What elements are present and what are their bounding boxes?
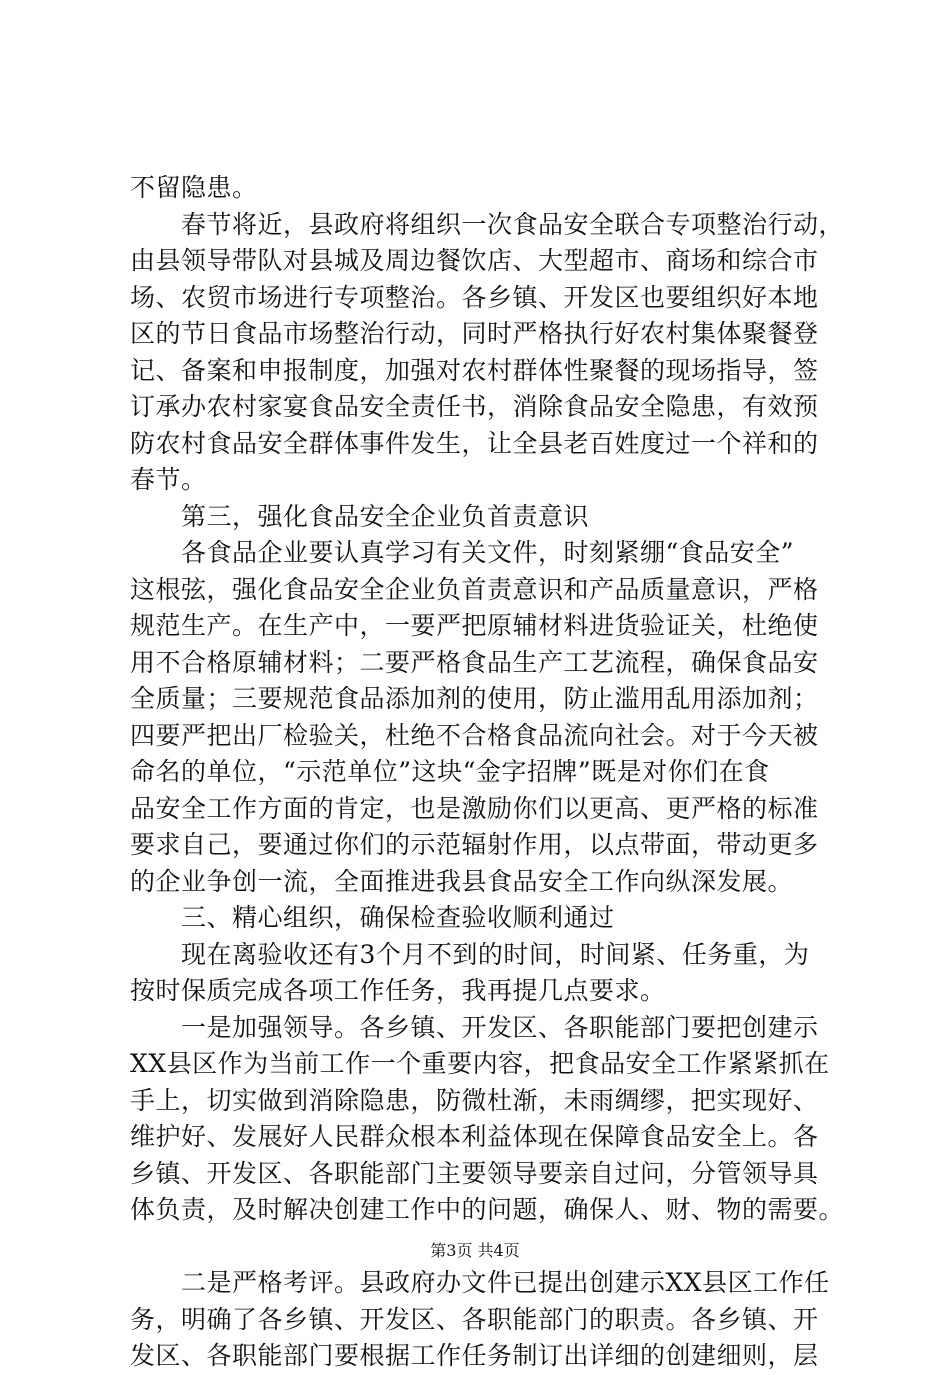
text-line: 防农村食品安全群体事件发生，让全县老百姓度过一个祥和的	[130, 428, 819, 458]
text-line: 二是严格考评。县政府办文件已提出创建示XX县区工作任	[130, 1268, 830, 1297]
text-line: 春节。	[130, 465, 207, 494]
text-line: 维护好、发展好人民群众根本利益体现在保障食品安全上。各	[130, 1122, 819, 1151]
text-line: 春节将近，县政府将组织一次食品安全联合专项整治行动，	[130, 209, 845, 239]
text-line: 品安全工作方面的肯定，也是激励你们以更高、更严格的标准	[130, 793, 819, 823]
text-line: 务，明确了各乡镇、开发区、各职能部门的职责。各乡镇、开	[130, 1304, 819, 1334]
text-line: 的企业争创一流，全面推进我县食品安全工作向纵深发展。	[130, 866, 794, 896]
text-line: 区的节日食品市场整治行动，同时严格执行好农村集体聚餐登	[130, 319, 819, 348]
text-line: 按时保质完成各项工作任务，我再提几点要求。	[130, 976, 666, 1005]
text-line: 一是加强领导。各乡镇、开发区、各职能部门要把创建示	[130, 1012, 819, 1042]
text-line: 手上，切实做到消除隐患，防微杜渐，未雨绸缪，把实现好、	[130, 1085, 819, 1115]
text-line: 四要严把出厂检验关，杜绝不合格食品流向社会。对于今天被	[130, 720, 819, 750]
document-body	[130, 170, 845, 1375]
text-line: 全质量；三要规范食品添加剂的使用，防止滥用乱用添加剂；	[130, 684, 819, 713]
text-line: 要求自己，要通过你们的示范辐射作用，以点带面，带动更多	[130, 830, 819, 859]
text-line: 现在离验收还有3个月不到的时间，时间紧、任务重，为	[130, 939, 810, 969]
text-line: 乡镇、开发区、各职能部门主要领导要亲自过问，分管领导具	[130, 1158, 819, 1188]
text-line: XX县区作为当前工作一个重要内容，把食品安全工作紧紧抓在	[130, 1049, 830, 1078]
text-line: 不留隐患。	[130, 173, 258, 202]
text-line: 规范生产。在生产中，一要严把原辅材料进货验证关，杜绝使	[130, 611, 819, 640]
text-line: 发区、各职能部门要根据工作任务制订出详细的创建细则，层	[130, 1341, 819, 1370]
text-line: 三、精心组织，确保检查验收顺利通过	[130, 903, 615, 932]
text-line: 记、备案和申报制度，加强对农村群体性聚餐的现场指导，签	[130, 355, 819, 385]
text-line: 这根弦，强化食品安全企业负首责意识和产品质量意识，严格	[130, 574, 819, 604]
text-line: 命名的单位，“示范单位”这块“金字招牌”既是对你们在食	[130, 757, 770, 786]
text-line: 由县领导带队对县城及周边餐饮店、大型超市、商场和综合市	[130, 246, 819, 275]
text-line: 体负责，及时解决创建工作中的问题，确保人、财、物的需要。	[130, 1195, 845, 1224]
page-number-label: 第3页 共4页	[430, 1241, 520, 1260]
text-line: 第三，强化食品安全企业负首责意识	[130, 501, 590, 531]
text-line: 用不合格原辅材料；二要严格食品生产工艺流程，确保食品安	[130, 647, 819, 677]
text-line: 订承办农村家宴食品安全责任书，消除食品安全隐患，有效预	[130, 392, 819, 421]
text-line: 各食品企业要认真学习有关文件，时刻紧绷“食品安全”	[130, 538, 795, 567]
page-footer	[0, 1241, 950, 1261]
text-line: 场、农贸市场进行专项整治。各乡镇、开发区也要组织好本地	[130, 282, 819, 312]
